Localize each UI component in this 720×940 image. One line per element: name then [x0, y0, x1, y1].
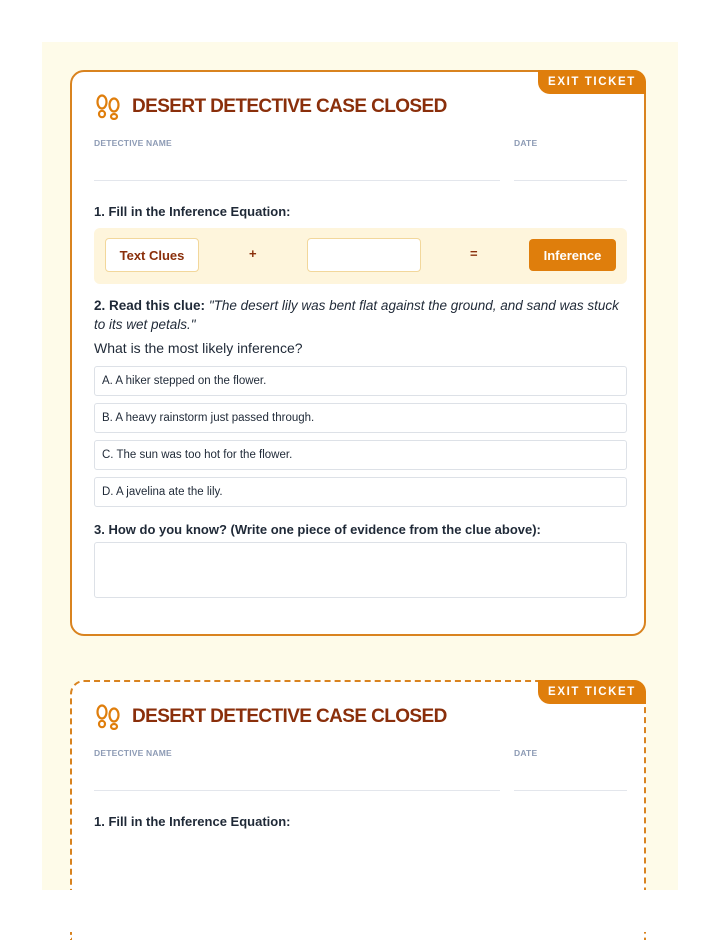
date-label: DATE	[514, 748, 538, 758]
detective-name-label: DETECTIVE NAME	[94, 138, 172, 148]
exit-ticket-1	[70, 70, 646, 636]
detective-name-label: DETECTIVE NAME	[94, 748, 172, 758]
evidence-answer-box[interactable]	[94, 542, 627, 598]
equals-sign: =	[470, 246, 478, 261]
plus-sign: +	[249, 246, 257, 261]
exit-ticket-tag: EXIT TICKET	[538, 70, 646, 94]
clue-text: "The desert lily was bent flat against the ground, and sand was stuck to its wet petals."	[94, 298, 619, 332]
question-2	[94, 296, 629, 334]
ticket-title: DESERT DETECTIVE CASE CLOSED	[132, 96, 447, 117]
inference-box: Inference	[529, 239, 616, 271]
option-a[interactable]: A. A hiker stepped on the flower.	[94, 366, 627, 396]
date-field[interactable]	[514, 180, 627, 181]
question-1: 1. Fill in the Inference Equation:	[94, 814, 291, 829]
detective-name-field[interactable]	[94, 790, 500, 791]
date-field[interactable]	[514, 790, 627, 791]
question-2-prompt: What is the most likely inference?	[94, 340, 303, 356]
date-label: DATE	[514, 138, 538, 148]
ticket-header	[94, 94, 447, 120]
ticket-title: DESERT DETECTIVE CASE CLOSED	[132, 706, 447, 727]
option-b[interactable]: B. A heavy rainstorm just passed through.	[94, 403, 627, 433]
detective-name-field[interactable]	[94, 180, 500, 181]
question-1: 1. Fill in the Inference Equation:	[94, 204, 291, 219]
question-3: 3. How do you know? (Write one piece of evidence from the clue above):	[94, 522, 541, 537]
question-2-label: 2. Read this clue:	[94, 298, 206, 313]
option-d[interactable]: D. A javelina ate the lily.	[94, 477, 627, 507]
blank-answer-box[interactable]	[307, 238, 421, 272]
ticket-header	[94, 704, 447, 730]
option-c[interactable]: C. The sun was too hot for the flower.	[94, 440, 627, 470]
inference-equation	[94, 228, 627, 284]
page-bottom-margin	[0, 890, 720, 932]
exit-ticket-tag: EXIT TICKET	[538, 680, 646, 704]
text-clues-box: Text Clues	[105, 238, 199, 272]
footprints-icon	[94, 704, 122, 730]
footprints-icon	[94, 94, 122, 120]
